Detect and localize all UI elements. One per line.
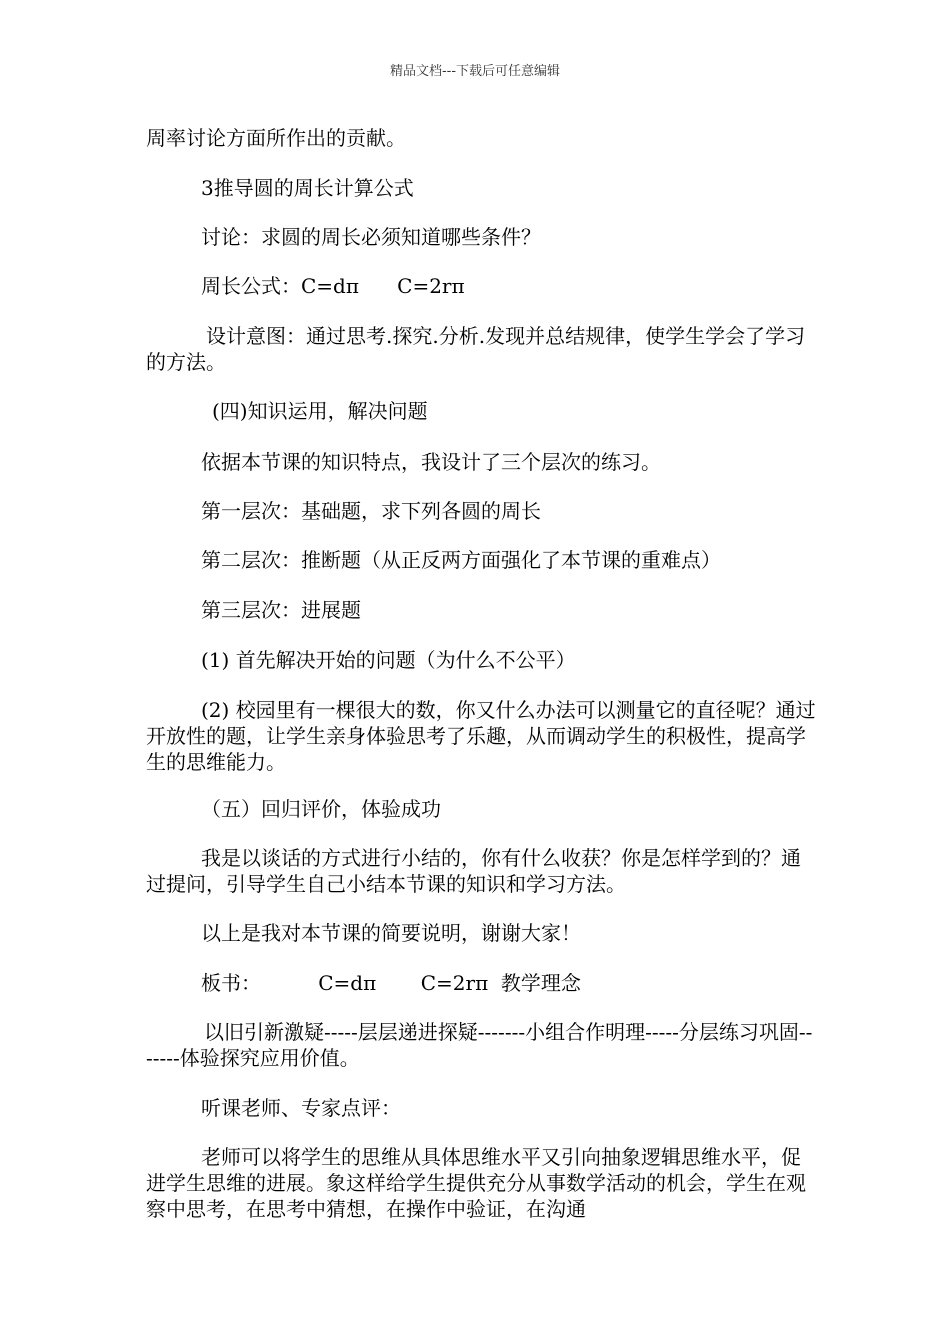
paragraph-7: 依据本节课的知识特点，我设计了三个层次的练习。	[201, 450, 661, 474]
paragraph-3: 讨论：求圆的周长必须知道哪些条件？	[201, 225, 541, 249]
paragraph-9: 第二层次：推断题（从正反两方面强化了本节课的重难点）	[201, 548, 721, 572]
paragraph-4: 周长公式：C=dπ C=2rπ	[201, 274, 465, 298]
paragraph-5: 设计意图：通过思考.探究.分析.发现并总结规律，使学生学会了学习的方法。	[146, 324, 806, 374]
paragraph-13: （五）回归评价，体验成功	[201, 797, 441, 821]
paragraph-6: (四)知识运用，解决问题	[212, 399, 428, 423]
paragraph-18: 听课老师、专家点评：	[201, 1096, 401, 1120]
paragraph-16: 板书： C=dπ C=2rπ 教学理念	[201, 971, 581, 995]
paragraph-11: (1) 首先解决开始的问题（为什么不公平）	[201, 648, 576, 672]
paragraph-19: 老师可以将学生的思维从具体思维水平又引向抽象逻辑思维水平，促进学生思维的进展。象这样给学生提供充分从事数学活动的机会，学生在观察中思考，在思考中猜想，在操作中验证，在沟通	[146, 1145, 806, 1221]
paragraph-15: 以上是我对本节课的简要说明，谢谢大家！	[201, 921, 581, 945]
paragraph-1: 周率讨论方面所作出的贡献。	[146, 126, 406, 150]
paragraph-12: (2) 校园里有一棵很大的数，你又什么办法可以测量它的直径呢？通过开放性的题，让学生亲身体验思考了乐趣，从而调动学生的积极性，提高学生的思维能力。	[146, 698, 816, 774]
paragraph-14: 我是以谈话的方式进行小结的，你有什么收获？你是怎样学到的？通过提问，引导学生自己小结本节课的知识和学习方法。	[146, 846, 801, 896]
paragraph-8: 第一层次：基础题，求下列各圆的周长	[201, 499, 541, 523]
paragraph-17: 以旧引新激疑-----层层递进探疑-------小组合作明理-----分层练习巩固-------体验探究应用价值。	[146, 1020, 813, 1070]
page-header: 精品文档---下载后可任意编辑	[389, 64, 561, 79]
paragraph-2: 3推导圆的周长计算公式	[201, 176, 414, 200]
paragraph-10: 第三层次：进展题	[201, 598, 361, 622]
